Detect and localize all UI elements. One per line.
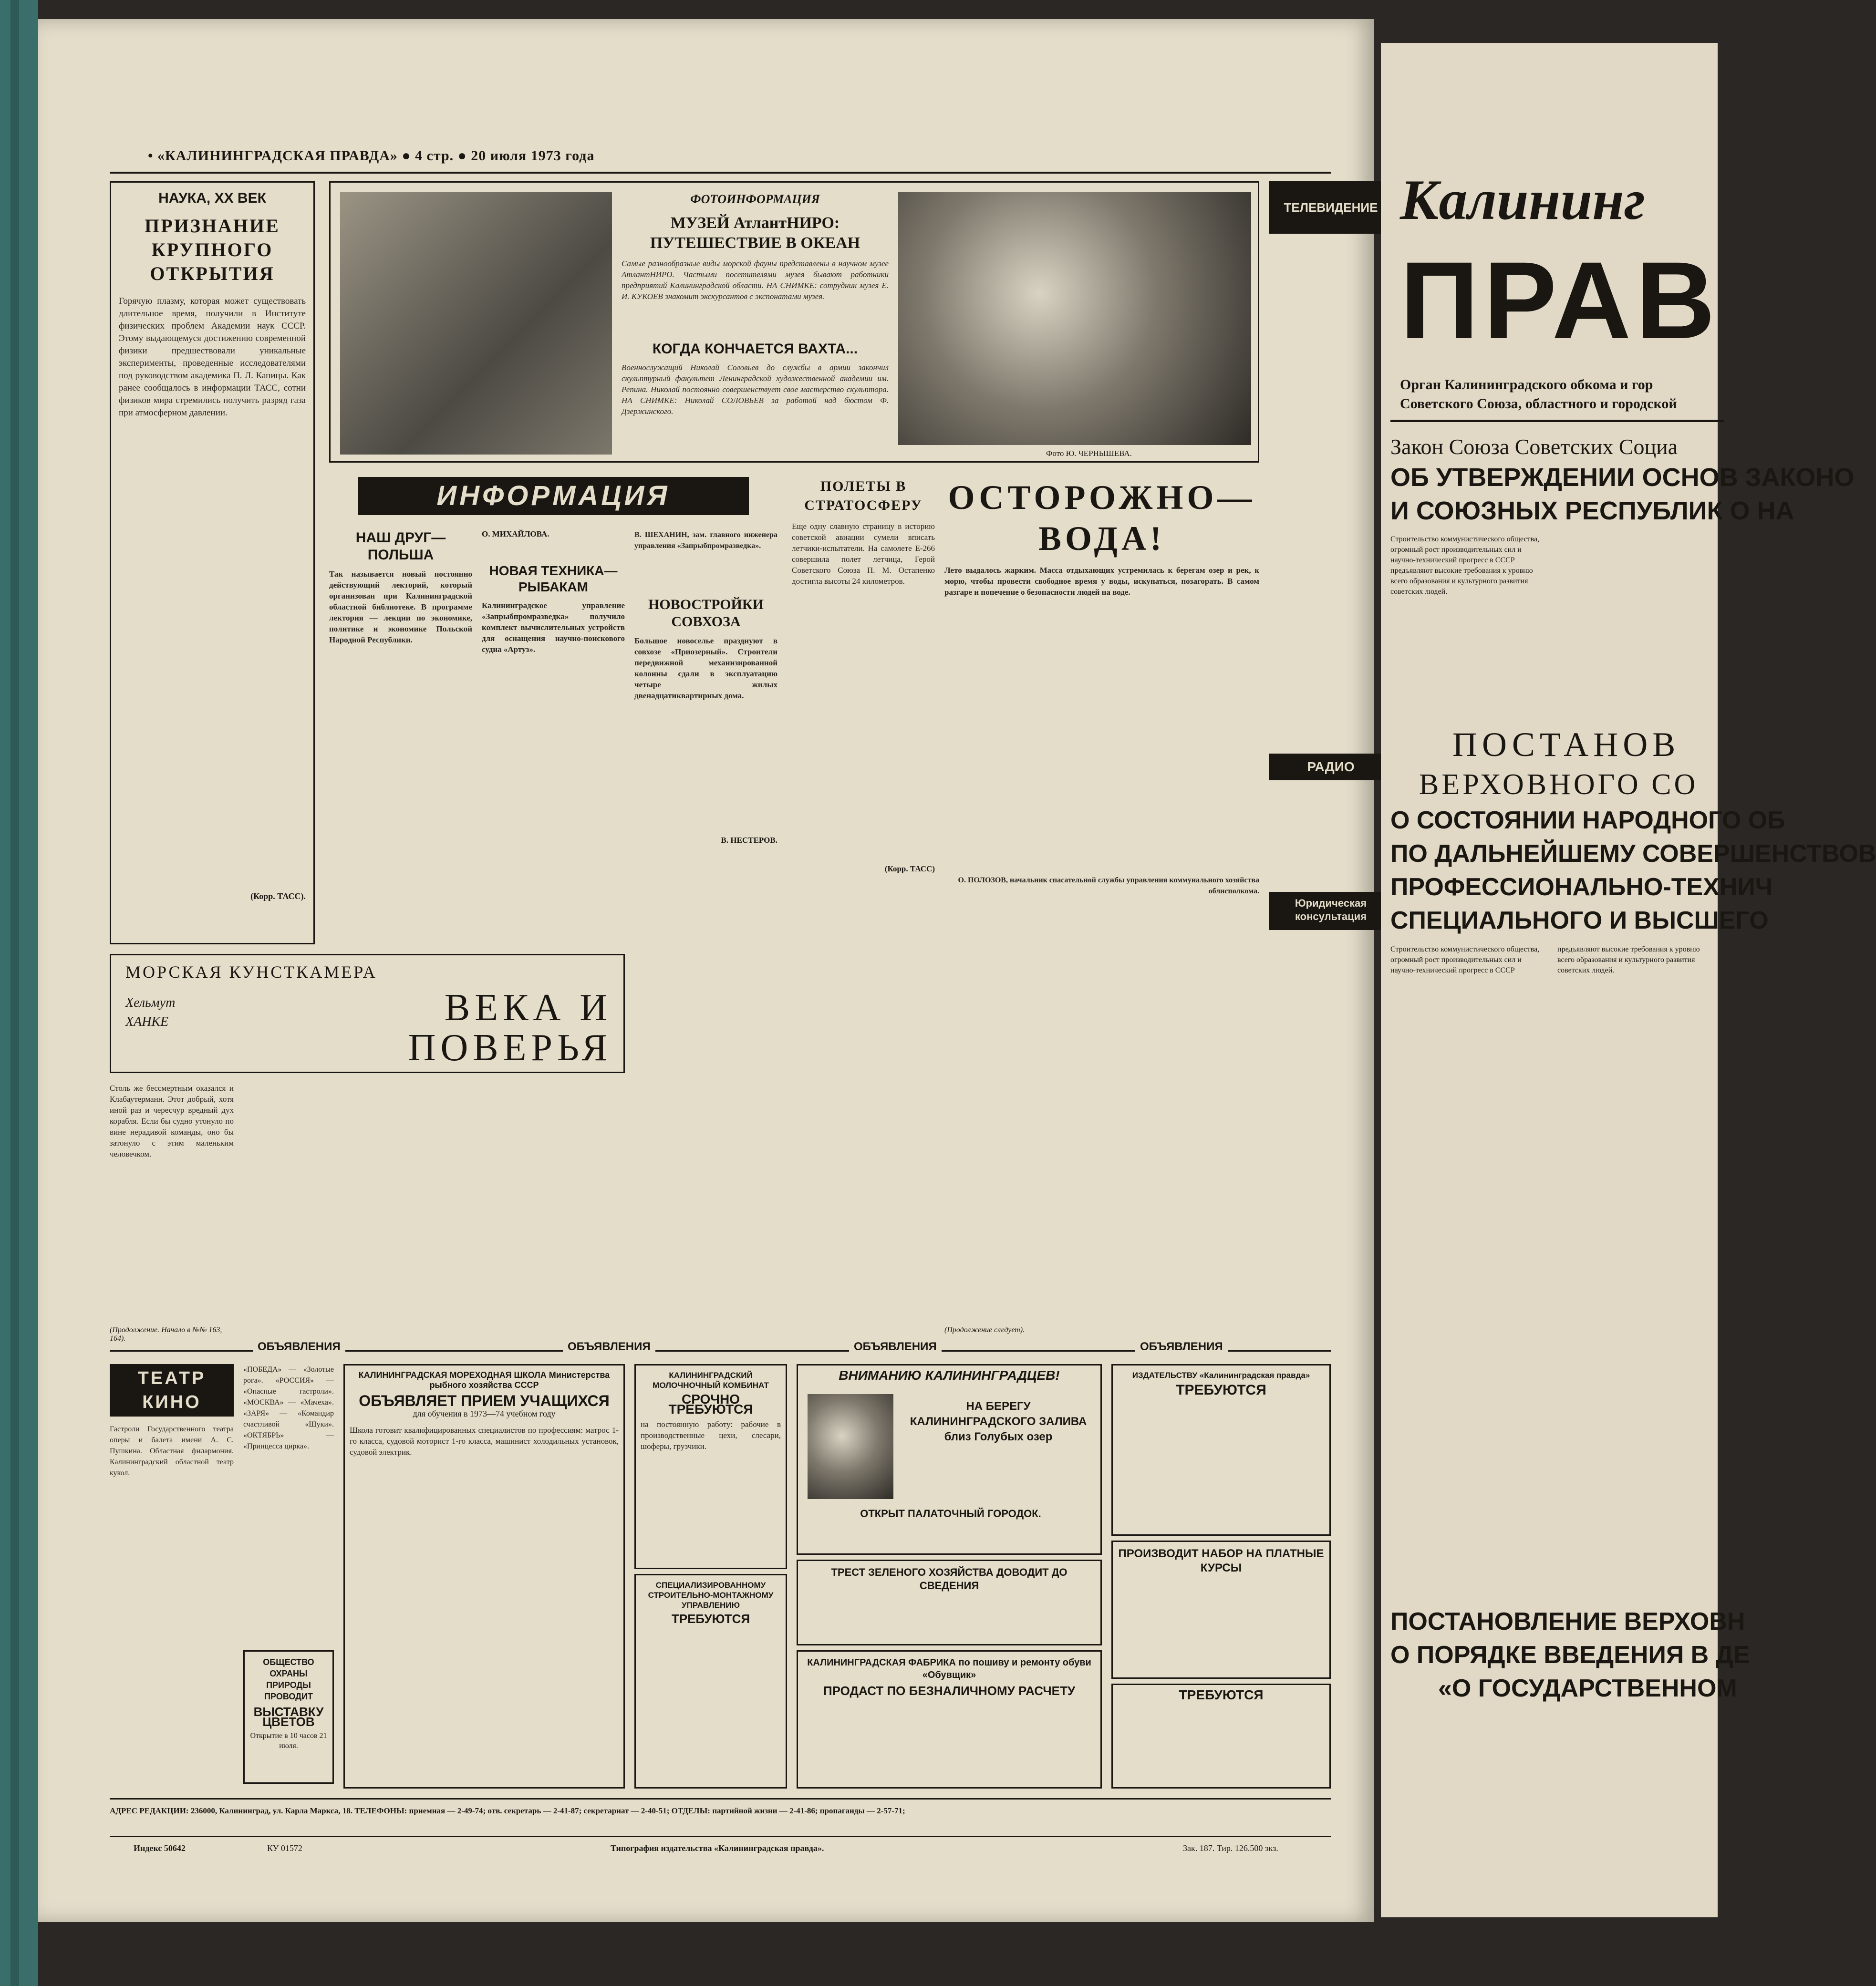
info-col-1 <box>329 529 472 883</box>
course-title: ПРОИЗВОДИТ НАБОР НА ПЛАТНЫЕ КУРСЫ <box>1118 1547 1324 1574</box>
watch-title: КОГДА КОНЧАЕТСЯ ВАХТА... <box>652 341 858 357</box>
kunst-body: Столь же бессмертным оказался и Клабаутерманн. Этот добрый, хотя иной раз и чересчур вредный дух корабля. Если бы судно утонуло по вине нерадивой команды, оно бы затонуло с этим маленьким человечком. <box>110 1084 234 1158</box>
need2-ad <box>1111 1684 1331 1789</box>
kunst-header <box>110 954 625 1073</box>
nature-sub: ВЫСТАВКУ ЦВЕТОВ <box>253 1705 324 1729</box>
science-body: Горячую плазму, которая может существовать длительное время, получили в Институте физических проблем Академии наук СССР. Этому выдающемуся достижению современной физики предшествовали уникальные эксперименты, проведенные исследователями под руководством академика П. Л. Капицы. Как ранее сообщалось в информации ТАСС, сотни физиков мира стремились получить разряд газа при атмосферном давлении. <box>119 296 306 418</box>
footer-order: Зак. 187. Тир. 126.500 экз. <box>1183 1843 1278 1853</box>
milk-org: КАЛИНИНГРАДСКИЙ МОЛОЧНОЧНЫЙ КОМБИНАТ <box>653 1371 769 1390</box>
post-line-6: СПЕЦИАЛЬНОГО И ВЫСШЕГО <box>1390 907 1769 934</box>
masthead-script: Калининг <box>1400 168 1645 231</box>
photoinfo-block <box>329 181 1259 463</box>
flights-title: ПОЛЕТЫ В СТРАТОСФЕРУ <box>804 478 922 513</box>
flights-article <box>792 477 935 882</box>
tv-program <box>1269 241 1393 718</box>
info-title: ИНФОРМАЦИЯ <box>358 477 749 515</box>
info-h2: НОВАЯ ТЕХНИКА— РЫБАКАМ <box>489 563 618 594</box>
post-line-4: ПО ДАЛЬНЕЙШЕМУ СОВЕРШЕНСТВОВ <box>1390 840 1876 868</box>
organ-line-1: Орган Калининградского обкома и гор <box>1400 377 1653 393</box>
ads-header-3: ОБЪЯВЛЕНИЯ <box>849 1340 942 1354</box>
milk-title: СРОЧНО ТРЕБУЮТСЯ <box>668 1392 753 1417</box>
school-ad <box>343 1364 625 1789</box>
info-t1: Так называется новый постоянно действующий лекторий, который организован при Калининградской областной библиотеке. В программе лектория — лекции по экономике, политике и экономике Польской Народной Республики. <box>329 569 472 644</box>
trust2-ad <box>797 1560 1102 1645</box>
top-rule <box>110 172 1331 174</box>
camp-ad <box>797 1364 1102 1555</box>
cinema-text: «ПОБЕДА» — «Золотые рога». «РОССИЯ» — «Опасные гастроли». «МОСКВА» — «Мачеха». «ЗАРЯ» — «Командир счастливой «Щуки». «ОКТЯБРЬ» — «Принцесса цирка». <box>243 1365 334 1450</box>
info-block <box>329 477 782 930</box>
photoinfo-rubric: ФОТОИНФОРМАЦИЯ <box>690 192 820 206</box>
publ-title: ТРЕБУЮТСЯ <box>1176 1382 1266 1398</box>
jur-header: Юридическая консультация <box>1269 892 1393 930</box>
trust-ad <box>634 1574 787 1789</box>
trust-title: СПЕЦИАЛИЗИРОВАННОМУ СТРОИТЕЛЬНО-МОНТАЖНОМУ УПРАВЛЕНИЮ <box>648 1581 774 1610</box>
info-h1: НАШ ДРУГ— ПОЛЬША <box>355 530 446 563</box>
attention-sub: НА БЕРЕГУ КАЛИНИНГРАДСКОГО ЗАЛИВА близ Голубых озер <box>910 1400 1087 1443</box>
ads-header-1: ОБЪЯВЛЕНИЯ <box>253 1340 345 1354</box>
info-t3: Большое новоселье празднуют в совхозе «Приозерный». Строители передвижной механизированной колонны сдали в эксплуатацию четыре жилых двенадцатиквартирных дома. <box>634 636 777 700</box>
post-text: Строительство коммунистического общества, огромный рост производительных сил и научно-технический прогресс в СССР предъявляют высокие требования к уровню всего образования и культурного развития советских людей. <box>1390 945 1700 974</box>
kunst-rubric: МОРСКАЯ КУНСТКАМЕРА <box>125 962 377 982</box>
radio-header: РАДИО <box>1269 754 1393 780</box>
factory-sub: ПРОДАСТ ПО БЕЗНАЛИЧНОМУ РАСЧЕТУ <box>823 1684 1075 1698</box>
kunst-title: ВЕКА И ПОВЕРЬЯ <box>408 987 612 1069</box>
watch-text: Военнослужащий Николай Соловьев до службы в армии закончил скульптурный факультет Ленинградской художественной академии им. Репина. Николай постоянно совершенствует свое мастерство скульптора. НА СНИМКЕ: Николай СОЛОВЬЕВ за работой над бюстом Ф. Дзержинского. <box>622 363 889 416</box>
science-rubric: НАУКА, XX ВЕК <box>158 190 266 206</box>
flights-body: Еще одну славную страницу в историю советской авиации сумели вписать летчики-испытатели. На самолете Е-266 совершила полет летчица, Герой Советского Союза П. М. Остапенко достигла высоты 24 километров. <box>792 522 935 586</box>
theatre-ad <box>110 1364 334 1789</box>
nature-ad <box>243 1650 334 1784</box>
law-line-2: ОБ УТВЕРЖДЕНИИ ОСНОВ ЗАКОНО <box>1390 463 1855 492</box>
organ-line-2: Советского Союза, областного и городской <box>1400 396 1677 412</box>
milk-ad <box>634 1364 787 1569</box>
factory-ad <box>797 1650 1102 1789</box>
water-article <box>944 477 1259 930</box>
flights-signature: (Корр. ТАСС) <box>884 864 935 873</box>
attention-title: ВНИМАНИЮ КАЛИНИНГРАДЦЕВ! <box>839 1368 1060 1383</box>
nature-text: Открытие в 10 часов 21 июля. <box>250 1732 327 1750</box>
ads-header-4: ОБЪЯВЛЕНИЯ <box>1135 1340 1228 1354</box>
binding-stripe <box>10 0 19 1986</box>
tv-header: ТЕЛЕВИДЕНИЕ <box>1269 181 1393 234</box>
water-signature: О. ПОЛОЗОВ, начальник спасательной службы управления коммунального хозяйства облисполкома. <box>958 876 1259 895</box>
milk-text: на постоянную работу: рабочие в производственные цехи, слесари, шоферы, грузчики. <box>641 1420 781 1451</box>
footer-index: Индекс 50642 <box>134 1843 186 1853</box>
trust2-title: ТРЕСТ ЗЕЛЕНОГО ХОЗЯЙСТВА ДОВОДИТ ДО СВЕДЕНИЯ <box>831 1566 1068 1592</box>
footer-ku: КУ 01572 <box>267 1843 302 1853</box>
school-sub: для обучения в 1973—74 учебном году <box>413 1409 556 1418</box>
post-line-8: О ПОРЯДКЕ ВВЕДЕНИЯ В ДЕ <box>1390 1641 1750 1669</box>
info-sig1: О. МИХАЙЛОВА. <box>482 529 549 538</box>
water-title: ОСТОРОЖНО— ВОДА! <box>948 478 1256 558</box>
book-binding <box>0 0 38 1986</box>
museum-photo <box>340 192 612 455</box>
footer-rule-2 <box>110 1836 1331 1837</box>
info-t2: Калининградское управление «Запрыбпромразведка» получило комплект вычислительных устройств для оснащения научно-поискового судна «Артуз». <box>482 601 625 654</box>
info-col-3 <box>634 529 777 845</box>
masthead: ПРАВ <box>1400 239 1720 362</box>
school-org: КАЛИНИНГРАДСКАЯ МОРЕХОДНАЯ ШКОЛА Министерства рыбного хозяйства СССР <box>358 1370 610 1390</box>
post-line-3: О СОСТОЯНИИ НАРОДНОГО ОБ <box>1390 807 1785 834</box>
footer-rule <box>110 1798 1331 1800</box>
newspaper-page-4 <box>38 19 1378 1922</box>
info-sig3: В. ШЕХАНИН, зам. главного инженера управления «Запрыбпромразведка». <box>634 531 777 550</box>
post-line-2: ВЕРХОВНОГО СО <box>1419 768 1699 801</box>
footer-printer: Типография издательства «Калининградская правда». <box>611 1843 824 1853</box>
newspaper-page-1-partial <box>1381 43 1876 1917</box>
info-col-2 <box>482 529 625 867</box>
museum-title: МУЗЕЙ АтлантНИРО: ПУТЕШЕСТВИЕ В ОКЕАН <box>650 214 860 252</box>
photo-credit: Фото Ю. ЧЕРНЫШЕВА. <box>1046 449 1132 458</box>
footer-address: АДРЕС РЕДАКЦИИ: 236000, Калининград, ул. Карла Маркса, 18. ТЕЛЕФОНЫ: приемная — 2-49-74; отв. секретарь — 2-41-87; секретариат — 2-40-51; ОТДЕЛЫ: партийной жизни — 2-41-86; пропаганды — 2-57-71; <box>110 1806 905 1815</box>
school-title: ОБЪЯВЛЯЕТ ПРИЕМ УЧАЩИХСЯ <box>359 1392 610 1409</box>
camp-opened: ОТКРЫТ ПАЛАТОЧНЫЙ ГОРОДОК. <box>860 1508 1041 1520</box>
law-text: Строительство коммунистического общества, огромный рост производительных сил и научно-технический прогресс в СССР предъявляют высокие требования к уровню всего образования и культурного развития советских людей. <box>1390 535 1540 596</box>
info-sig4: В. НЕСТЕРОВ. <box>721 836 777 845</box>
publisher-ad <box>1111 1364 1331 1536</box>
info-h3: НОВОСТРОЙКИ СОВХОЗА <box>648 597 764 630</box>
trust-sub: ТРЕБУЮТСЯ <box>671 1612 750 1626</box>
post-line-1: ПОСТАНОВ <box>1452 725 1680 764</box>
need2-title: ТРЕБУЮТСЯ <box>1179 1687 1264 1702</box>
law-line-3: И СОЮЗНЫХ РЕСПУБЛИК О НА <box>1390 496 1794 525</box>
kunst-author: Хельмут ХАНКЕ <box>125 995 176 1029</box>
page-folio: • «КАЛИНИНГРАДСКАЯ ПРАВДА» ● 4 стр. ● 20 июля 1973 года <box>148 148 595 164</box>
p2-rule <box>1390 420 1724 422</box>
school-text: Школа готовит квалифицированных специалистов по профессиям: матрос 1-го класса, судовой моторист 1-го класса, машинист холодильных установок, судовой электрик. <box>350 1426 619 1457</box>
post-line-5: ПРОФЕССИОНАЛЬНО-ТЕХНИЧ <box>1390 873 1773 901</box>
ads-header-2: ОБЪЯВЛЕНИЯ <box>563 1340 655 1354</box>
kunst-cont: (Продолжение. Начало в №№ 163, 164). <box>110 1326 222 1343</box>
nature-title: ОБЩЕСТВО ОХРАНЫ ПРИРОДЫ ПРОВОДИТ <box>263 1657 314 1701</box>
science-signature: (Корр. ТАСС). <box>250 891 306 901</box>
camp-illustration <box>808 1394 893 1499</box>
water-body: Лето выдалось жарким. Масса отдыхающих устремилась к берегам озер и рек, к морю, чтобы провести свободное время у воды, искупаться, позагорать. В самом разгаре и попечение о безопасности людей на воде. <box>944 566 1259 597</box>
theatre-text: Гастроли Государственного театра оперы и балета имени А. С. Пушкина. Областная филармония. Калининградский областной театр кукол. <box>110 1425 234 1477</box>
post-line-7: ПОСТАНОВЛЕНИЕ ВЕРХОВН <box>1390 1608 1745 1635</box>
museum-text: Самые разнообразные виды морской фауны представлены в научном музее АтлантНИРО. Частыми посетителями музея бывают работники предприятий Калининградской области. НА СНИМКЕ: сотрудник музея Е. И. КУКОЕВ знакомит экскурсантов с экспонатами музея. <box>622 259 889 301</box>
science-article <box>110 181 315 944</box>
sculptor-photo <box>898 192 1251 445</box>
post-line-9: «О ГОСУДАРСТВЕННОМ <box>1438 1675 1737 1702</box>
photoinfo-text <box>622 192 889 443</box>
theatre-title: ТЕАТР КИНО <box>110 1364 234 1417</box>
factory-title: КАЛИНИНГРАДСКАЯ ФАБРИКА по пошиву и ремонту обуви «Обувщик» <box>807 1657 1091 1680</box>
publ-org: ИЗДАТЕЛЬСТВУ «Калининградская правда» <box>1132 1371 1310 1380</box>
course-ad <box>1111 1541 1331 1679</box>
law-line-1: Закон Союза Советских Социа <box>1390 434 1678 459</box>
kunst-cont2: (Продолжение следует). <box>944 1326 1025 1334</box>
science-title: ПРИЗНАНИЕ КРУПНОГО ОТКРЫТИЯ <box>145 215 280 284</box>
